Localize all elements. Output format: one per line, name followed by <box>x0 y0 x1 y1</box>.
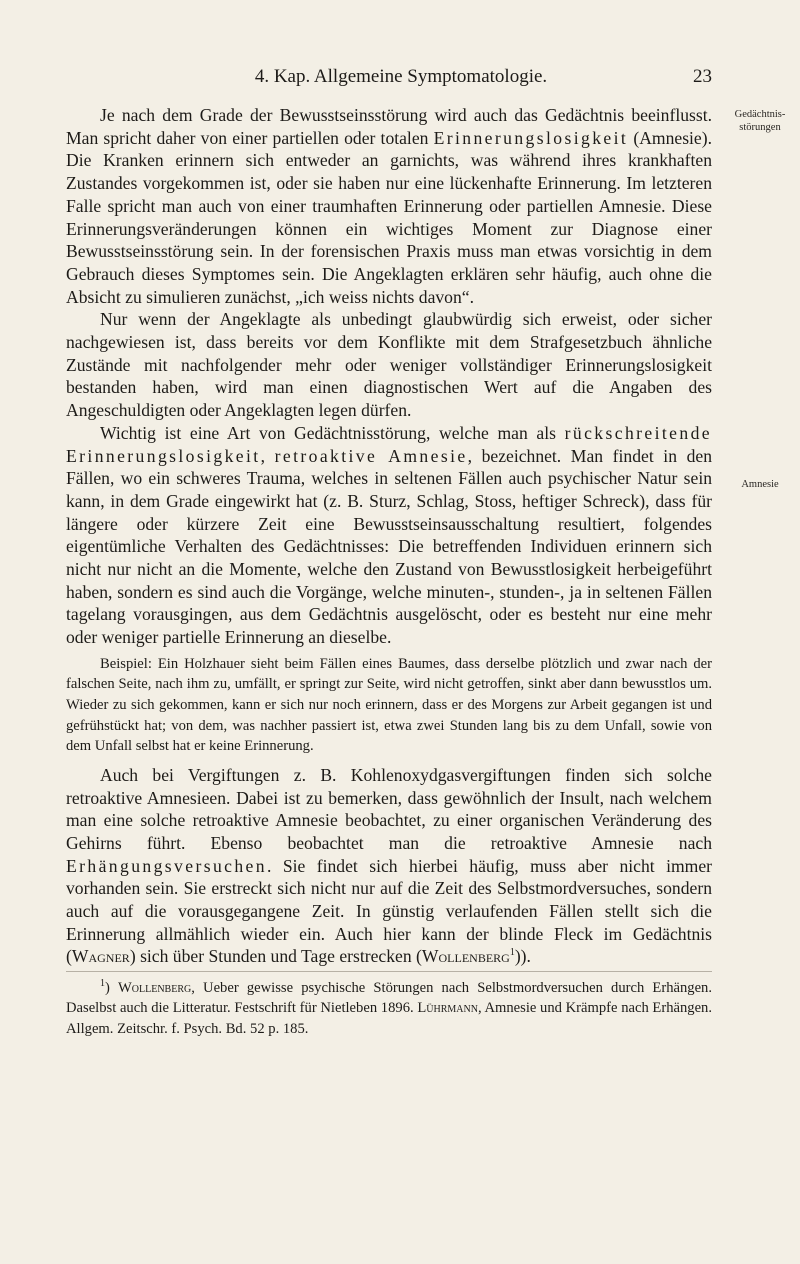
main-text-column <box>66 104 712 1039</box>
paragraph-4 <box>66 764 712 968</box>
paragraph-text: Auch bei Vergiftungen z. B. Kohlenoxydgasvergiftungen finden sich solche retroaktive Amnesieen. Dabei ist zu bemerken, dass gewöhnlich der Insult, nach welchem man eine solche retroaktive Amnesie beobachtet, zu einer organischen Veränderung des Gehirns führt. Ebenso beobachtet man die retroaktive Amnesie nach <box>66 764 712 853</box>
footnote <box>66 978 712 1039</box>
paragraph-text: (Amnesie). Die Kranken erinnern sich entweder an garnichts, was während ihres krankhaften Zustandes vorgekommen ist, oder sie haben nur eine lückenhafte Erinnerung. Im letzteren Falle spricht man auch von einer traumhaften Erinnerung oder partiellen Amnesie. Diese Erinnerungsveränderungen können ein wichtiges Moment zur Diagnose einer Bewusstseinsstörung sein. In der forensischen Praxis muss man etwas vorsichtig in dem Gebrauch dieses Symptomes sein. Die Angeklagten erklären sehr häufig, auch ohne die Absicht zu simulieren zunächst, „ich weiss nichts davon“. <box>66 127 713 307</box>
example-paragraph: Beispiel: Ein Holzhauer sieht beim Fällen eines Baumes, dass derselbe plötzlich und zwar nach der falschen Seite, nach ihm zu, umfällt, er springt zur Seite, wird nicht getroffen, sinkt aber dann bewusstlos um. Wieder zu sich gekommen, kann er sich nur noch erinnern, dass er des Morgens zur Arbeit gegangen ist und gefrühstückt hat; von dem, was nachher passiert ist, etwa zwei Stunden lang bis zu dem Unfall, sowie von dem Unfall selbst hat er keine Erinnerung. <box>66 655 712 755</box>
page-number: 23 <box>693 66 712 87</box>
running-head <box>90 66 712 90</box>
margin-note-gedaechtnisstoerungen <box>722 108 798 134</box>
paragraph-1 <box>66 104 712 308</box>
paragraph-text: , <box>260 445 275 466</box>
emphasis-term: Erinnerungslosigkeit <box>433 127 629 148</box>
paragraph-3 <box>66 422 712 649</box>
emphasis-term: rückschreitende Erinnerungslosigkeit <box>66 422 712 466</box>
paragraph-text: )). <box>514 946 531 967</box>
footnote-text: , Amnesie und Krämpfe nach Erhängen. Allgem. Zeitschr. f. Psych. Bd. 52 p. 185. <box>66 1000 712 1037</box>
footnote-reference[interactable]: 1 <box>509 947 515 959</box>
footnote-separator <box>66 971 712 972</box>
footnote-text: , Ueber gewisse psychische Störungen nach Selbstmordversuchen durch Erhängen. Daselbst auch die Litteratur. Festschrift für Nietleben 1896. <box>66 980 712 1017</box>
chapter-title: 4. Kap. Allgemeine Symptomatologie. <box>254 66 548 87</box>
author-name: Wollenberg <box>118 980 192 997</box>
paragraph-text: ) sich über Stunden und Tage erstrecken ( <box>129 946 422 967</box>
paragraph-text: . Sie findet sich hierbei häufig, muss aber nicht immer vorhanden sein. Sie erstreckt sich nicht nur auf die Zeit des Selbstmordversuches, sondern auch auf die vorausgegangene Zeit. In günstig verlaufenden Fällen stellt sich die Erinnerung allmählich wieder ein. Auch hier kann der blinde Fleck im Gedächtnis ( <box>66 855 712 967</box>
footnote-mark: 1 <box>100 978 105 990</box>
footnote-text: ) <box>105 980 119 997</box>
paragraph-text: , bezeichnet. Man findet in den Fällen, wo ein schweres Trauma, welches in seltenen Fällen auch psychischer Natur sein kann, in dem Grade eingewirkt hat (z. B. Sturz, Schlag, Stoss, heftiger Schreck), dass für längere oder kürzere Zeit eine Bewusstseinsausschaltung resultiert, folgendes eigentümliche Verhalten des Gedächtnisses: Die betreffenden Individuen erinnern sich nicht nur nicht an die Momente, welche den Zustand von Bewusstlosigkeit herbeigeführt haben, sondern es sind auch die Vorgänge, welche minuten-, stunden-, ja in seltenen Fällen tagelang vorausgingen, aus dem Gedächtnis ausgelöscht, oder es besteht nur eine mehr oder weniger partielle Erinnerung an dieselbe. <box>66 445 712 648</box>
author-name: Lührmann <box>417 1000 478 1017</box>
paragraph-text: Je nach dem Grade der Bewusstseinsstörung wird auch das Gedächtnis beeinflusst. Man spricht daher von einer partiellen oder totalen <box>66 105 712 148</box>
author-name: Wollenberg <box>421 946 510 967</box>
paragraph-2: Nur wenn der Angeklagte als unbedingt glaubwürdig sich erweist, oder sicher nachgewiesen ist, dass bereits vor dem Konflikte mit dem Strafgesetzbuch ähnliche Zustände mit nachfolgender mehr oder weniger vollständiger Erinnerungslosigkeit bestanden haben, wird man einen diagnostischen Wert auf die Angaben des Angeschuldigten oder Angeklagten legen dürfen. <box>66 309 712 421</box>
author-name: Wagner <box>71 946 130 967</box>
paragraph-text: Wichtig ist eine Art von Gedächtnisstörung, welche man als <box>100 422 565 443</box>
margin-note-line: störungen <box>739 122 781 133</box>
margin-note-line: Gedächtnis- <box>734 109 786 120</box>
emphasis-term: retroaktive Amnesie <box>274 445 468 466</box>
margin-note-amnesie: Amnesie <box>741 479 779 490</box>
emphasis-term: Erhängungsversuchen <box>66 855 267 876</box>
